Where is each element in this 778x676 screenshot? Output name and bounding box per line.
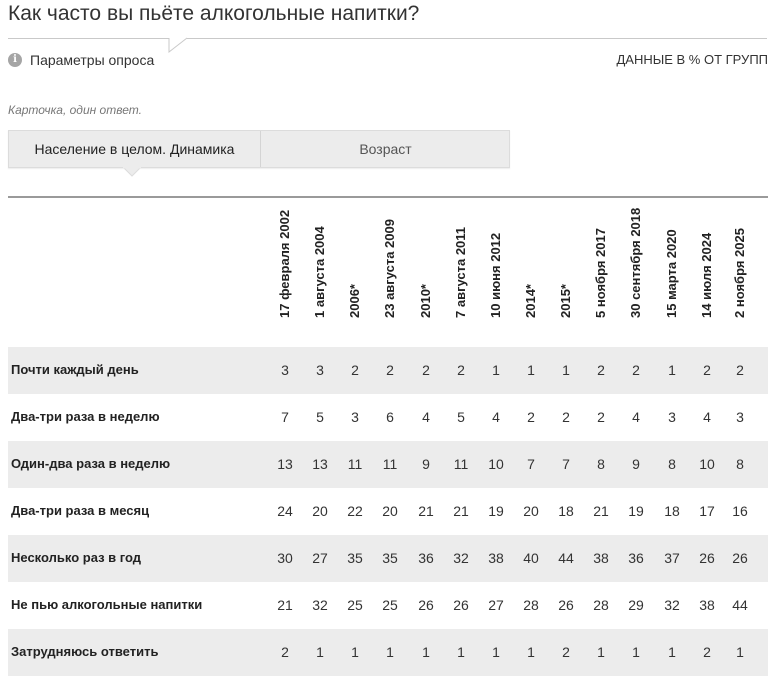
table-cell: 21 <box>453 503 469 519</box>
table-cell: 3 <box>281 362 289 378</box>
table-cell: 44 <box>732 597 748 613</box>
table-cell: 11 <box>347 456 363 472</box>
table-cell: 30 <box>277 550 293 566</box>
table-cell: 1 <box>422 644 430 660</box>
column-header: 23 августа 2009 <box>382 219 397 318</box>
table-cell: 44 <box>558 550 574 566</box>
header-divider-left <box>8 38 169 39</box>
info-icon: i <box>8 53 22 67</box>
table-cell: 20 <box>312 503 328 519</box>
tab-bar <box>8 130 510 168</box>
table-cell: 1 <box>457 644 465 660</box>
table-cell: 3 <box>316 362 324 378</box>
table-cell: 20 <box>382 503 398 519</box>
table-cell: 32 <box>664 597 680 613</box>
column-header: 10 июня 2012 <box>488 232 503 318</box>
column-header: 2014* <box>523 284 538 318</box>
table-cell: 40 <box>523 550 539 566</box>
table-row <box>8 488 768 535</box>
table-cell: 21 <box>593 503 609 519</box>
table-cell: 1 <box>632 644 640 660</box>
table-cell: 1 <box>668 644 676 660</box>
table-cell: 1 <box>668 362 676 378</box>
table-row <box>8 347 768 394</box>
column-header: 15 марта 2020 <box>664 229 679 318</box>
table-cell: 2 <box>632 362 640 378</box>
column-header: 17 февраля 2002 <box>277 209 292 318</box>
column-header: 5 ноября 2017 <box>593 228 608 318</box>
table-cell: 26 <box>418 597 434 613</box>
table-row <box>8 629 768 676</box>
table-cell: 22 <box>347 503 363 519</box>
table-cell: 2 <box>562 644 570 660</box>
table-cell: 16 <box>732 503 748 519</box>
table-cell: 26 <box>732 550 748 566</box>
table-cell: 5 <box>457 409 465 425</box>
table-cell: 32 <box>453 550 469 566</box>
table-cell: 11 <box>382 456 398 472</box>
table-cell: 38 <box>593 550 609 566</box>
table-cell: 19 <box>488 503 504 519</box>
table-cell: 4 <box>422 409 430 425</box>
row-label: Два-три раза в месяц <box>11 503 150 518</box>
table-cell: 4 <box>632 409 640 425</box>
table-cell: 2 <box>703 644 711 660</box>
table-cell: 2 <box>597 362 605 378</box>
row-label: Затрудняюсь ответить <box>11 644 159 659</box>
table-cell: 2 <box>386 362 394 378</box>
table-cell: 7 <box>562 456 570 472</box>
row-label: Не пью алкогольные напитки <box>11 597 203 612</box>
table-cell: 24 <box>277 503 293 519</box>
table-cell: 1 <box>316 644 324 660</box>
active-tab-pointer <box>123 167 141 177</box>
table-cell: 6 <box>386 409 394 425</box>
table-cell: 9 <box>422 456 430 472</box>
table-cell: 25 <box>347 597 363 613</box>
header-divider-right <box>187 38 767 39</box>
tab-population-dynamics[interactable]: Население в целом. Динамика <box>34 141 235 157</box>
column-header: 7 августа 2011 <box>453 226 468 318</box>
table-cell: 10 <box>699 456 715 472</box>
table-cell: 2 <box>562 409 570 425</box>
table-cell: 19 <box>628 503 644 519</box>
table-cell: 35 <box>347 550 363 566</box>
table-cell: 3 <box>668 409 676 425</box>
table-cell: 9 <box>632 456 640 472</box>
table-cell: 28 <box>523 597 539 613</box>
table-cell: 2 <box>351 362 359 378</box>
table-cell: 1 <box>736 644 744 660</box>
units-label: ДАННЫЕ В % ОТ ГРУПП <box>616 52 768 67</box>
table-cell: 13 <box>277 456 293 472</box>
table-cell: 13 <box>312 456 328 472</box>
table-cell: 38 <box>699 597 715 613</box>
table-cell: 18 <box>664 503 680 519</box>
table-cell: 8 <box>668 456 676 472</box>
table-cell: 2 <box>527 409 535 425</box>
table-cell: 37 <box>664 550 680 566</box>
row-label: Два-три раза в неделю <box>11 409 160 424</box>
table-top-rule <box>8 196 768 198</box>
table-row <box>8 582 768 629</box>
table-cell: 1 <box>386 644 394 660</box>
table-cell: 28 <box>593 597 609 613</box>
table-cell: 17 <box>699 503 715 519</box>
table-row <box>8 441 768 488</box>
table-cell: 2 <box>597 409 605 425</box>
table-cell: 26 <box>699 550 715 566</box>
table-cell: 36 <box>628 550 644 566</box>
header-notch <box>160 30 194 54</box>
table-cell: 10 <box>488 456 504 472</box>
table-cell: 21 <box>418 503 434 519</box>
table-cell: 27 <box>488 597 504 613</box>
row-label: Несколько раз в год <box>11 550 142 565</box>
table-cell: 25 <box>382 597 398 613</box>
question-note: Карточка, один ответ. <box>8 103 142 117</box>
table-cell: 1 <box>597 644 605 660</box>
table-cell: 18 <box>558 503 574 519</box>
table-cell: 2 <box>457 362 465 378</box>
table-cell: 1 <box>527 644 535 660</box>
column-header: 2006* <box>347 284 362 318</box>
table-cell: 4 <box>703 409 711 425</box>
row-label: Один-два раза в неделю <box>11 456 171 471</box>
table-cell: 2 <box>736 362 744 378</box>
table-cell: 27 <box>312 550 328 566</box>
table-cell: 3 <box>736 409 744 425</box>
page-title: Как часто вы пьёте алкогольные напитки? <box>8 2 420 25</box>
column-header: 1 августа 2004 <box>312 226 327 318</box>
table-cell: 2 <box>422 362 430 378</box>
table-cell: 1 <box>562 362 570 378</box>
table-cell: 21 <box>277 597 293 613</box>
table-cell: 2 <box>281 644 289 660</box>
tab-age[interactable]: Возраст <box>260 131 510 167</box>
table-cell: 1 <box>492 362 500 378</box>
table-cell: 1 <box>351 644 359 660</box>
table-cell: 38 <box>488 550 504 566</box>
column-header: 2010* <box>418 284 433 318</box>
table-cell: 26 <box>453 597 469 613</box>
column-header: 30 сентября 2018 <box>628 207 643 318</box>
table-cell: 1 <box>527 362 535 378</box>
table-row <box>8 394 768 441</box>
table-cell: 8 <box>736 456 744 472</box>
row-label: Почти каждый день <box>11 362 139 377</box>
survey-params-label[interactable]: Параметры опроса <box>30 52 155 68</box>
table-row <box>8 535 768 582</box>
table-cell: 29 <box>628 597 644 613</box>
table-cell: 35 <box>382 550 398 566</box>
table-cell: 5 <box>316 409 324 425</box>
table-cell: 26 <box>558 597 574 613</box>
column-header: 2 ноября 2025 <box>732 228 747 318</box>
column-header: 14 июля 2024 <box>699 232 714 318</box>
table-cell: 20 <box>523 503 539 519</box>
table-cell: 32 <box>312 597 328 613</box>
table-cell: 1 <box>492 644 500 660</box>
survey-params-toggle[interactable] <box>8 51 154 69</box>
table-cell: 11 <box>453 456 469 472</box>
table-cell: 4 <box>492 409 500 425</box>
table-cell: 36 <box>418 550 434 566</box>
table-cell: 7 <box>281 409 289 425</box>
column-header: 2015* <box>558 284 573 318</box>
table-cell: 2 <box>703 362 711 378</box>
table-cell: 7 <box>527 456 535 472</box>
table-cell: 3 <box>351 409 359 425</box>
table-cell: 8 <box>597 456 605 472</box>
